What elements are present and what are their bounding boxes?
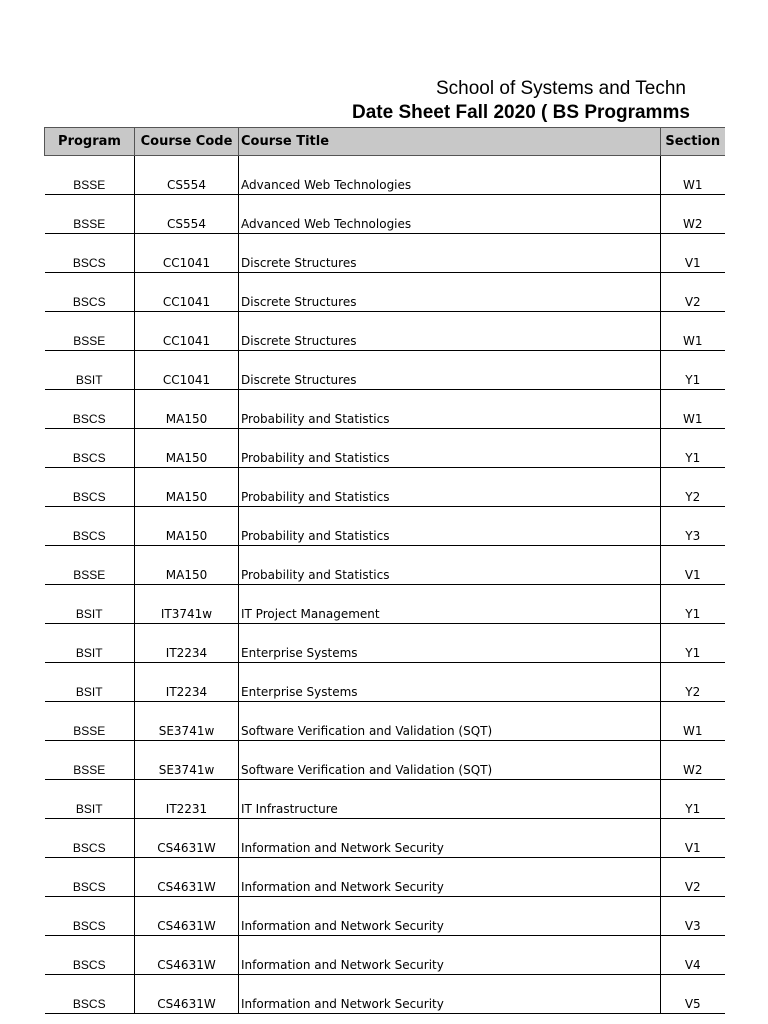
course-title-cell: Probability and Statistics	[239, 468, 661, 507]
course-title-cell: Information and Network Security	[239, 858, 661, 897]
table-row	[45, 819, 725, 858]
column-header-course-code: Course Code	[135, 128, 239, 156]
table-row	[45, 195, 725, 234]
table-row	[45, 429, 725, 468]
section-cell: Y2	[661, 663, 725, 702]
course-title-cell: IT Infrastructure	[239, 780, 661, 819]
course-code-cell: CS4631W	[135, 858, 239, 897]
course-title-cell: Information and Network Security	[239, 975, 661, 1014]
course-code-cell: MA150	[135, 468, 239, 507]
table-row	[45, 351, 725, 390]
program-cell: BSSE	[45, 546, 135, 585]
course-title-cell: Information and Network Security	[239, 936, 661, 975]
course-code-cell: SE3741w	[135, 741, 239, 780]
course-code-cell: MA150	[135, 429, 239, 468]
section-cell: Y2	[661, 468, 725, 507]
program-cell: BSIT	[45, 780, 135, 819]
course-code-cell: CS554	[135, 156, 239, 195]
section-cell: V5	[661, 975, 725, 1014]
section-cell: W2	[661, 741, 725, 780]
course-title-cell: Probability and Statistics	[239, 429, 661, 468]
section-cell: W1	[661, 156, 725, 195]
course-code-cell: CS4631W	[135, 975, 239, 1014]
section-cell: W1	[661, 390, 725, 429]
column-header-course-title: Course Title	[239, 128, 661, 156]
program-cell: BSCS	[45, 507, 135, 546]
program-cell: BSSE	[45, 702, 135, 741]
course-title-cell: Advanced Web Technologies	[239, 156, 661, 195]
section-cell: V4	[661, 936, 725, 975]
course-title-cell: Enterprise Systems	[239, 624, 661, 663]
program-cell: BSIT	[45, 663, 135, 702]
section-cell: Y1	[661, 780, 725, 819]
course-title-cell: IT Project Management	[239, 585, 661, 624]
section-cell: W1	[661, 312, 725, 351]
section-cell: V1	[661, 546, 725, 585]
course-title-cell: Discrete Structures	[239, 312, 661, 351]
date-sheet-table	[44, 127, 725, 1014]
program-cell: BSCS	[45, 390, 135, 429]
course-code-cell: CC1041	[135, 351, 239, 390]
course-code-cell: CS4631W	[135, 936, 239, 975]
course-code-cell: MA150	[135, 546, 239, 585]
section-cell: Y1	[661, 624, 725, 663]
table-row	[45, 546, 725, 585]
program-cell: BSCS	[45, 858, 135, 897]
program-cell: BSSE	[45, 312, 135, 351]
table-row	[45, 741, 725, 780]
course-title-cell: Information and Network Security	[239, 897, 661, 936]
course-code-cell: IT2231	[135, 780, 239, 819]
section-cell: V3	[661, 897, 725, 936]
section-cell: V1	[661, 234, 725, 273]
course-code-cell: CC1041	[135, 312, 239, 351]
program-cell: BSIT	[45, 624, 135, 663]
table-header-row	[45, 128, 725, 156]
course-code-cell: CS4631W	[135, 819, 239, 858]
table-row	[45, 858, 725, 897]
course-title-cell: Advanced Web Technologies	[239, 195, 661, 234]
table-row	[45, 312, 725, 351]
section-cell: Y1	[661, 429, 725, 468]
table-row	[45, 234, 725, 273]
course-code-cell: CC1041	[135, 234, 239, 273]
table-row	[45, 585, 725, 624]
section-cell: V2	[661, 273, 725, 312]
program-cell: BSCS	[45, 819, 135, 858]
section-cell: W1	[661, 702, 725, 741]
section-cell: Y1	[661, 351, 725, 390]
course-title-cell: Software Verification and Validation (SQT)	[239, 741, 661, 780]
date-sheet-title: Date Sheet Fall 2020 ( BS Programms	[352, 102, 690, 123]
section-cell: V1	[661, 819, 725, 858]
table-row	[45, 897, 725, 936]
program-cell: BSCS	[45, 975, 135, 1014]
program-cell: BSCS	[45, 429, 135, 468]
table-row	[45, 468, 725, 507]
course-code-cell: SE3741w	[135, 702, 239, 741]
course-code-cell: MA150	[135, 390, 239, 429]
course-code-cell: CS554	[135, 195, 239, 234]
table-row	[45, 390, 725, 429]
program-cell: BSSE	[45, 741, 135, 780]
course-title-cell: Discrete Structures	[239, 234, 661, 273]
program-cell: BSCS	[45, 273, 135, 312]
program-cell: BSCS	[45, 468, 135, 507]
course-title-cell: Probability and Statistics	[239, 507, 661, 546]
program-cell: BSSE	[45, 156, 135, 195]
course-code-cell: IT3741w	[135, 585, 239, 624]
course-title-cell: Enterprise Systems	[239, 663, 661, 702]
course-title-cell: Discrete Structures	[239, 273, 661, 312]
course-title-cell: Probability and Statistics	[239, 546, 661, 585]
column-header-section: Section	[661, 128, 725, 156]
column-header-program: Program	[45, 128, 135, 156]
program-cell: BSSE	[45, 195, 135, 234]
program-cell: BSIT	[45, 585, 135, 624]
table-row	[45, 273, 725, 312]
table-row	[45, 975, 725, 1014]
course-code-cell: IT2234	[135, 663, 239, 702]
course-title-cell: Software Verification and Validation (SQT)	[239, 702, 661, 741]
table-row	[45, 156, 725, 195]
section-cell: V2	[661, 858, 725, 897]
course-title-cell: Probability and Statistics	[239, 390, 661, 429]
section-cell: W2	[661, 195, 725, 234]
course-code-cell: CC1041	[135, 273, 239, 312]
table-row	[45, 780, 725, 819]
course-title-cell: Discrete Structures	[239, 351, 661, 390]
section-cell: Y3	[661, 507, 725, 546]
program-cell: BSCS	[45, 234, 135, 273]
school-title: School of Systems and Techn	[436, 78, 686, 99]
course-code-cell: IT2234	[135, 624, 239, 663]
program-cell: BSCS	[45, 936, 135, 975]
program-cell: BSCS	[45, 897, 135, 936]
table-row	[45, 702, 725, 741]
table-row	[45, 507, 725, 546]
table-row	[45, 663, 725, 702]
section-cell: Y1	[661, 585, 725, 624]
course-code-cell: MA150	[135, 507, 239, 546]
table-row	[45, 936, 725, 975]
course-title-cell: Information and Network Security	[239, 819, 661, 858]
table-row	[45, 624, 725, 663]
course-code-cell: CS4631W	[135, 897, 239, 936]
program-cell: BSIT	[45, 351, 135, 390]
